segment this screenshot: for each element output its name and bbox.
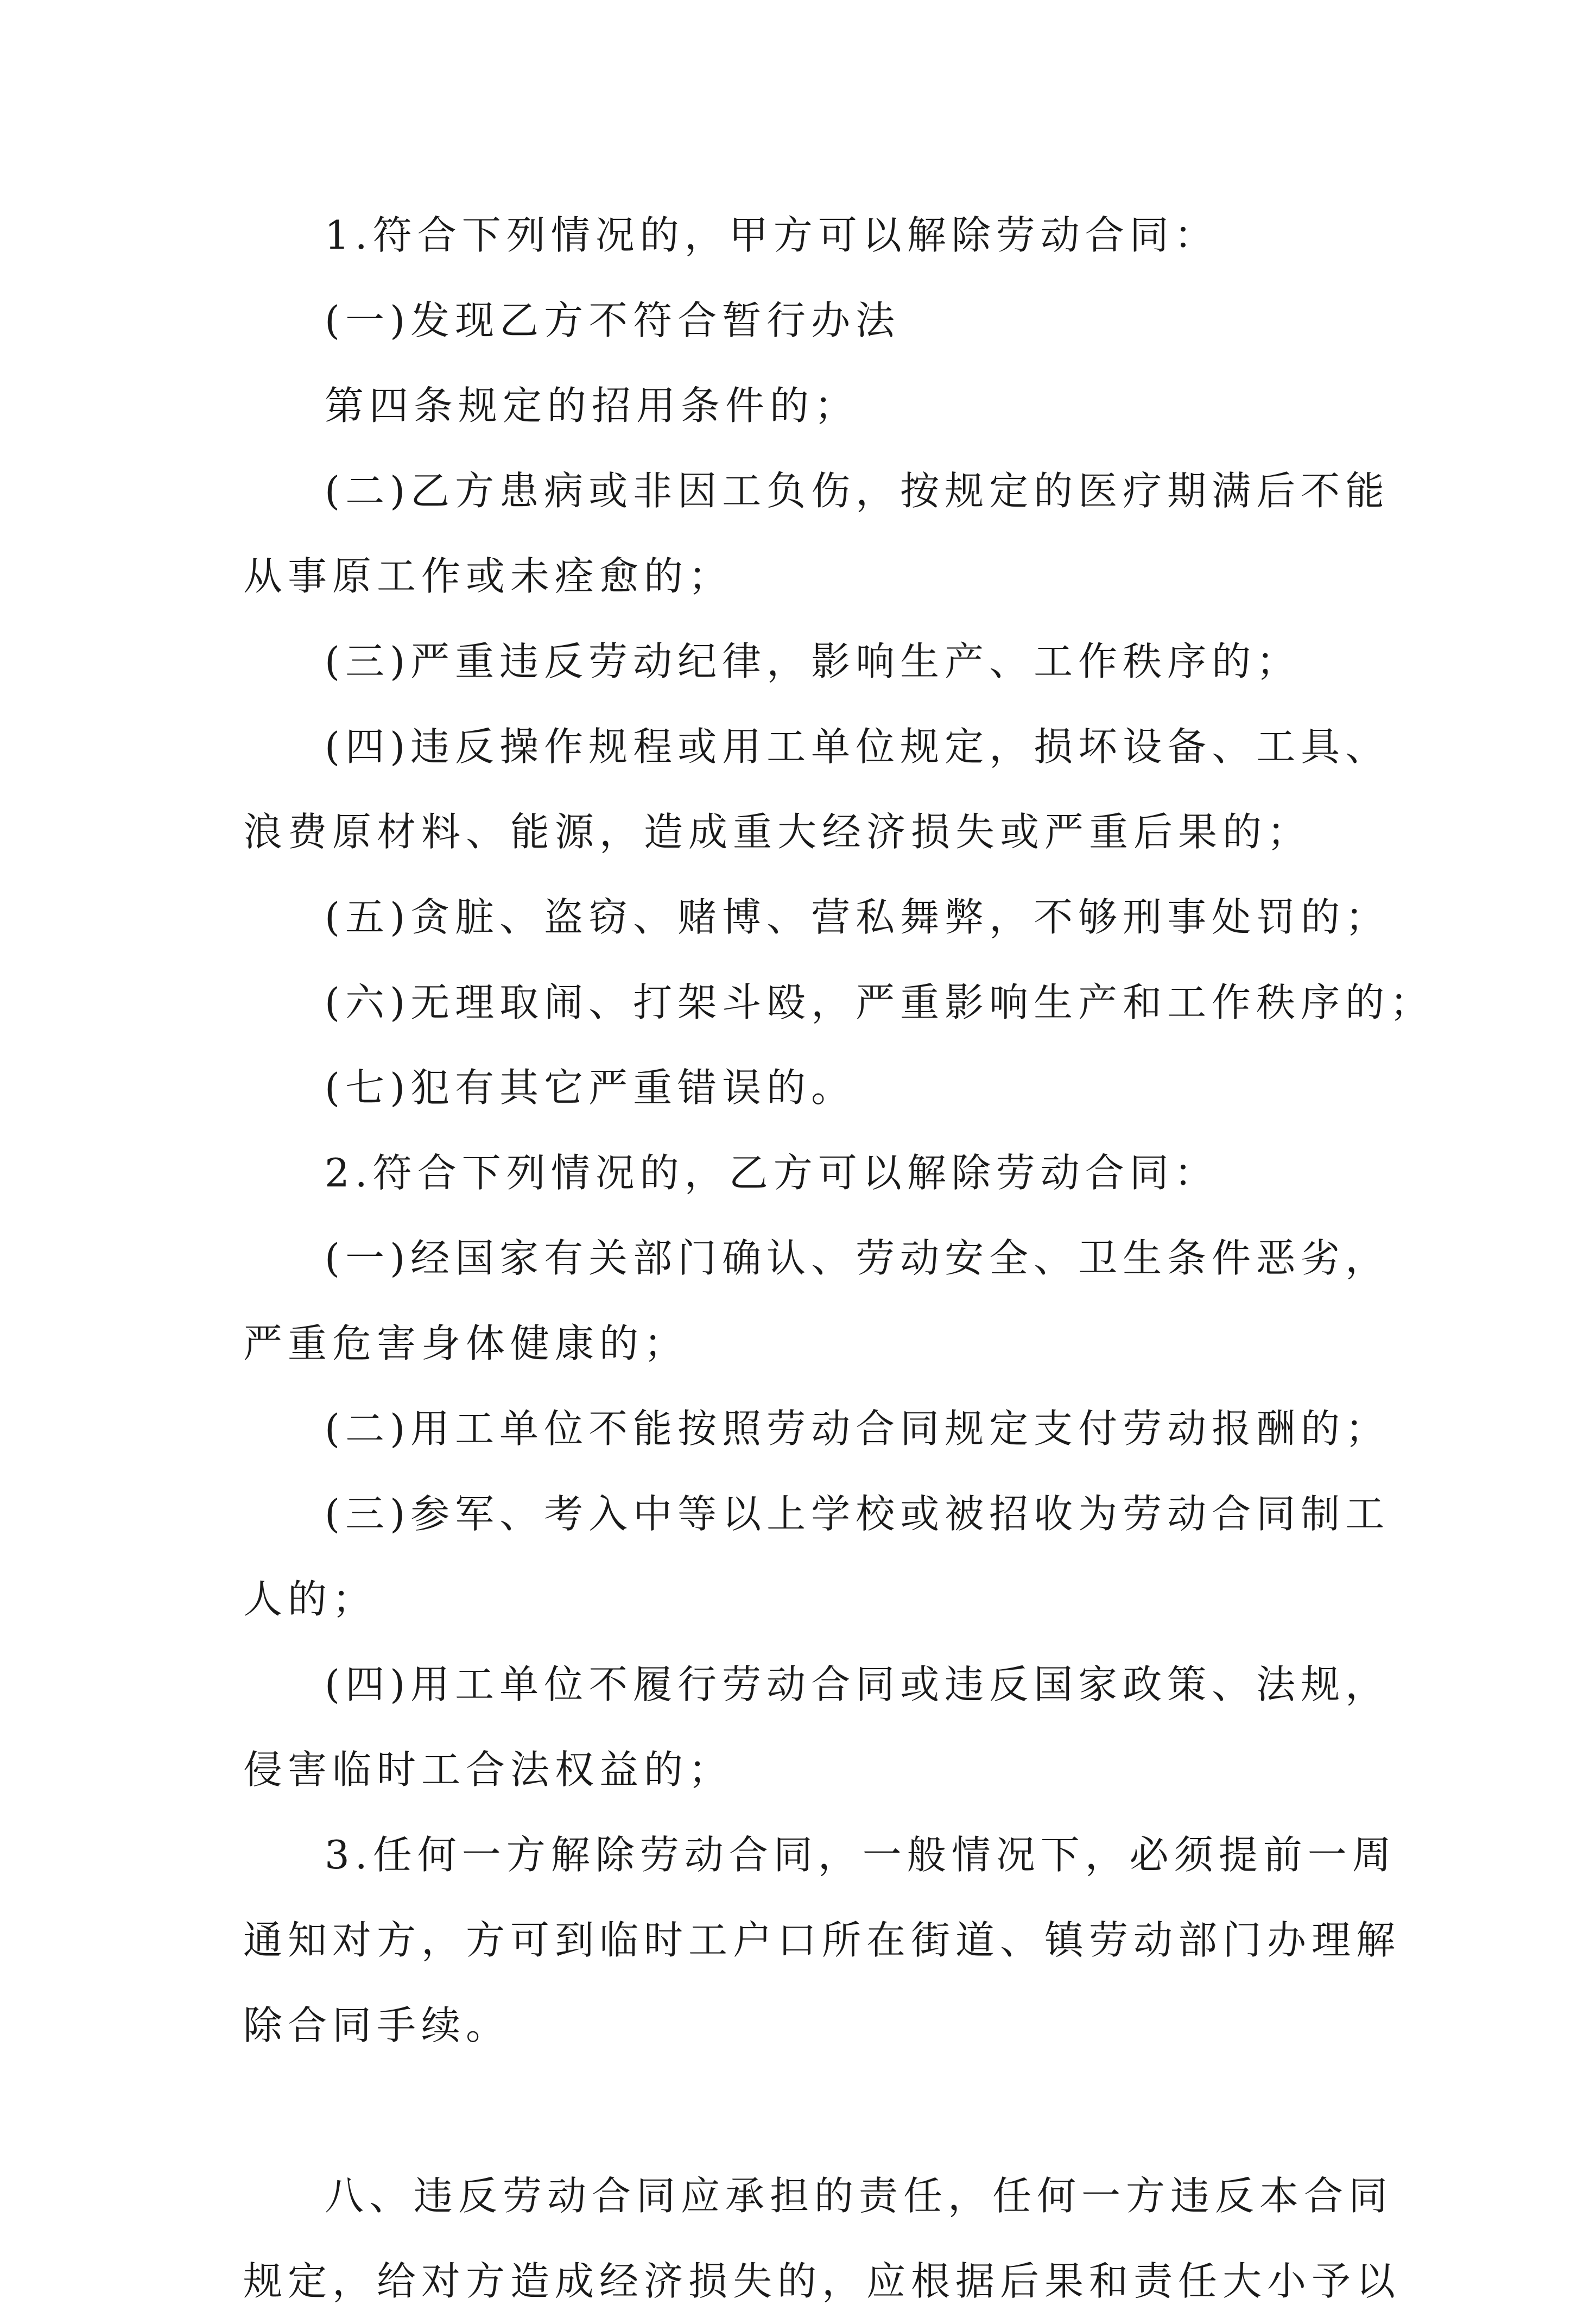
- document-body: [243, 193, 1435, 2324]
- text-line: 八、违反劳动合同应承担的责任，任何一方违反本合同: [325, 2173, 1393, 2219]
- text-line: (三)参军、考入中等以上学校或被招收为劳动合同制工: [325, 1491, 1390, 1537]
- text-line: (七)犯有其它严重错误的。: [325, 1065, 856, 1110]
- text-line: (四)违反操作规程或用工单位规定，损坏设备、工具、: [325, 724, 1390, 769]
- text-line: (五)贪脏、盗窃、赌博、营私舞弊，不够刑事处罚的；: [325, 894, 1390, 940]
- text-line: 严重危害身体健康的；: [243, 1321, 689, 1366]
- text-line: 通知对方，方可到临时工户口所在街道、镇劳动部门办理解: [243, 1917, 1401, 1963]
- text-line: (六)无理取闹、打架斗殴，严重影响生产和工作秩序的；: [325, 980, 1435, 1025]
- text-line: 从事原工作或未痊愈的；: [243, 553, 733, 599]
- text-line: (二)用工单位不能按照劳动合同规定支付劳动报酬的；: [325, 1406, 1390, 1451]
- text-line: 人的；: [243, 1576, 377, 1622]
- text-line: (一)经国家有关部门确认、劳动安全、卫生条件恶劣，: [325, 1235, 1390, 1281]
- text-line: 除合同手续。: [243, 2003, 511, 2048]
- text-line: 1.符合下列情况的，甲方可以解除劳动合同：: [325, 212, 1219, 258]
- text-line: 浪费原材料、能源，造成重大经济损失或严重后果的；: [243, 809, 1312, 855]
- text-line: (一)发现乙方不符合暂行办法: [325, 298, 901, 343]
- text-line: (二)乙方患病或非因工负伤，按规定的医疗期满后不能: [325, 468, 1390, 514]
- text-line: 侵害临时工合法权益的；: [243, 1747, 733, 1792]
- text-line: [243, 2068, 1340, 2154]
- text-line: 3.任何一方解除劳动合同，一般情况下，必须提前一周: [325, 1832, 1397, 1878]
- text-line: 2.符合下列情况的，乙方可以解除劳动合同：: [325, 1150, 1219, 1196]
- text-line: 规定，给对方造成经济损失的，应根据后果和责任大小予以: [243, 2258, 1401, 2304]
- text-line: 第四条规定的招用条件的；: [325, 383, 859, 428]
- text-line: (三)严重违反劳动纪律，影响生产、工作秩序的；: [325, 639, 1301, 684]
- text-line: (四)用工单位不履行劳动合同或违反国家政策、法规，: [325, 1662, 1390, 1707]
